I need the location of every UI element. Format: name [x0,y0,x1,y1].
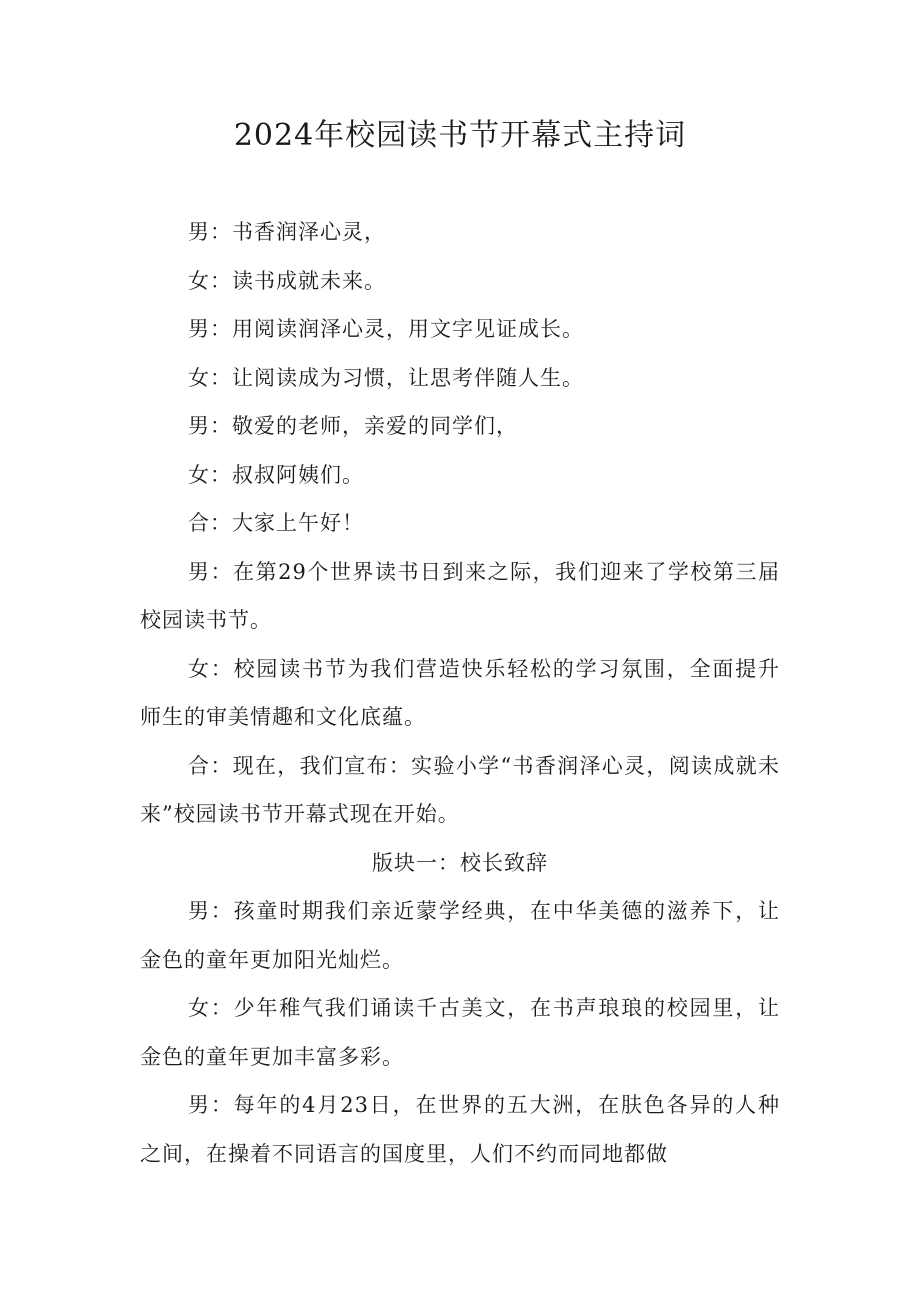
section-heading: 版块一：校长致辞 [372,850,548,875]
paragraph: 女：让阅读成为习惯，让思考伴随人生。 [188,365,584,390]
paragraph: 男：每年的4月23日，在世界的五大洲，在肤色各异的人种之间，在操着不同语言的国度里，人们不约而同地都做 [140,1093,780,1166]
document-body [140,208,780,1178]
paragraph: 合：现在，我们宣布：实验小学“书香润泽心灵，阅读成就未来”校园读书节开幕式现在开始。 [140,753,780,826]
paragraph: 女：校园读书节为我们营造快乐轻松的学习氛围，全面提升师生的审美情趣和文化底蕴。 [140,656,780,729]
paragraph: 女：读书成就未来。 [188,268,386,293]
paragraph: 男：敬爱的老师，亲爱的同学们， [188,414,518,438]
paragraph: 女：少年稚气我们诵读千古美文，在书声琅琅的校园里，让金色的童年更加丰富多彩。 [140,996,780,1069]
document-title: 2024年校园读书节开幕式主持词 [233,118,687,153]
paragraph: 男：孩童时期我们亲近蒙学经典，在中华美德的滋养下，让金色的童年更加阳光灿烂。 [140,899,780,972]
paragraph: 合：大家上午好！ [188,511,364,535]
paragraph: 男：在第29个世界读书日到来之际，我们迎来了学校第三届校园读书节。 [140,559,780,632]
paragraph: 男：书香润泽心灵， [188,220,386,244]
paragraph: 男：用阅读润泽心灵，用文字见证成长。 [188,317,584,341]
paragraph: 女：叔叔阿姨们。 [188,462,364,487]
